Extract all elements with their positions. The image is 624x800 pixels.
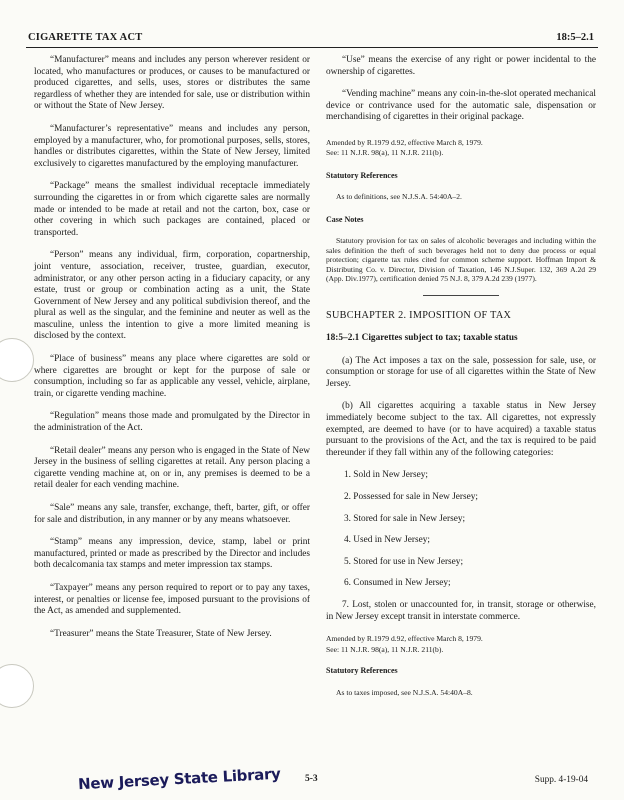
library-stamp: New Jersey State Library: [77, 764, 281, 794]
amendment-note: Amended by R.1979 d.92, effective March 8, 1979.: [326, 137, 483, 147]
amendment-note: Amended by R.1979 d.92, effective March 8, 1979.: [326, 634, 483, 644]
statutory-reference: As to taxes imposed, see N.J.S.A. 54:40A–8.: [336, 687, 473, 697]
see-note: See: 11 N.J.R. 98(a), 11 N.J.R. 211(b).: [326, 148, 444, 158]
definition-manufacturers-representative: “Manufacturer’s representative” means and includes any person, employed by a manufacturer, who, for promotional purposes, sells, stores, handles or distributes cigarettes, within the State of New Jersey, limited exclusively to cigarettes manufactured by the employing manufacturer.: [34, 123, 310, 169]
case-notes-heading: Case Notes: [326, 214, 364, 224]
binder-hole: [0, 338, 34, 382]
definition-taxpayer: “Taxpayer” means any person required to report or to pay any taxes, interest, or penalties or license fee, imposed pursuant to the provisions of the Act, as amended and supplemented.: [34, 582, 310, 617]
category-item: 4. Used in New Jersey;: [344, 535, 430, 546]
definition-treasurer: “Treasurer” means the State Treasurer, State of New Jersey.: [50, 628, 272, 639]
right-column: [326, 55, 596, 708]
definition-manufacturer: “Manufacturer” means and includes any person wherever resident or located, who manufactures or produces, or causes to be manufactured or produced cigarettes, and sells, uses, stores or distributes the same regardless of whether they are intended for sale, use or distribution within or without the State of New Jersey.: [34, 55, 310, 112]
definition-use: “Use” means the exercise of any right or power incidental to the ownership of cigarettes.: [326, 55, 596, 77]
definition-retail-dealer: “Retail dealer” means any person who is engaged in the State of New Jersey in the business of selling cigarettes at retail. Any person placing a cigarette vending machine at, on or in, any premises is deemed to be a retail dealer for each vending machine.: [34, 445, 310, 491]
definition-place-of-business: “Place of business” means any place where cigarettes are sold or where cigarettes are brought or kept for the purpose of sale or consumption, including so far as applicable any vessel, vehicle, airplane, train, or cigarette vending machine.: [34, 354, 310, 399]
paragraph-a: (a) The Act imposes a tax on the sale, possession for sale, use, or consumption or storage for use of all cigarettes within the State of New Jersey.: [326, 355, 596, 389]
binder-hole: [0, 664, 34, 708]
see-note: See: 11 N.J.R. 98(a), 11 N.J.R. 211(b).: [326, 644, 444, 654]
category-item: 7. Lost, stolen or unaccounted for, in transit, storage or otherwise, in New Jersey except transit in interstate commerce.: [326, 599, 596, 622]
paragraph-b: (b) All cigarettes acquiring a taxable status in New Jersey immediately become subject to the tax. All cigarettes, not expressly exempted, are deemed to have (or to have acquired) a taxable status pursuant to the provisions of the Act, and the tax is required to be paid thereunder if they fall within any of the following categories:: [326, 401, 596, 458]
definition-vending-machine: “Vending machine” means any coin-in-the-slot operated mechanical device or contrivance used for the automatic sale, dispensation or merchandising of cigarettes in their original package.: [326, 89, 596, 123]
statutory-reference: As to definitions, see N.J.S.A. 54:40A–2.: [336, 192, 462, 202]
category-item: 3. Stored for sale in New Jersey;: [344, 513, 466, 524]
section-heading: 18:5–2.1 Cigarettes subject to tax; taxable status: [326, 333, 518, 343]
header-rule: [26, 47, 598, 48]
subchapter-heading: SUBCHAPTER 2. IMPOSITION OF TAX: [326, 310, 512, 322]
category-item: 2. Possessed for sale in New Jersey;: [344, 491, 479, 502]
category-item: 5. Stored for use in New Jersey;: [344, 556, 464, 567]
supplement-date: Supp. 4-19-04: [534, 775, 588, 785]
category-item: 1. Sold in New Jersey;: [344, 470, 428, 481]
definition-package: “Package” means the smallest individual receptacle immediately surrounding the cigarettes in or from which cigarette sales are normally made or intended to be made at retail and not the carton, box, case or other covering in which such packages are contained, placed or transported.: [34, 181, 310, 238]
page-number: 5-3: [305, 774, 318, 784]
definition-regulation: “Regulation” means those made and promulgated by the Director in the administration of the Act.: [34, 411, 310, 434]
definition-stamp: “Stamp” means any impression, device, stamp, label or print manufactured, printed or made as prescribed by the Director and includes both decalcomania tax stamps and meter impression tax stamps.: [34, 537, 310, 571]
category-item: 6. Consumed in New Jersey;: [344, 578, 451, 589]
definition-person: “Person” means any individual, firm, corporation, copartnership, joint venture, association, receiver, trustee, guardian, executor, administrator, or any other person acting in a fiduciary capacity, or any estate, trust or group or combination acting as a unit, the State Government of New Jersey and any political subdivision thereof, and the plural as well as the singular, and the feminine and neuter as well as the masculine, unless the intention to give a more limited meaning is disclosed by the context.: [34, 250, 310, 342]
statutory-references-heading: Statutory References: [326, 665, 398, 675]
section-divider: [423, 295, 499, 296]
definition-sale: “Sale” means any sale, transfer, exchange, theft, barter, gift, or offer for sale and distribution, in any manner or by any means whatsoever.: [34, 503, 310, 525]
statutory-references-heading: Statutory References: [326, 170, 398, 180]
case-notes-text: Statutory provision for tax on sales of alcoholic beverages and including within the sales definition the theft of such beverages held not to deny due process or equal protection; cigarette tax rules cited for common scheme support. Hoffman Import & Distributing Co. v. Director, Division of Taxation, 146 N.J.Super. 132, 369 A.2d 29 (App. Div.1977), certification denied 75 N.J. 8, 379 A.2d 239 (1977).: [326, 236, 596, 283]
running-header-title: CIGARETTE TAX ACT: [28, 32, 143, 43]
running-header-section: 18:5–2.1: [556, 32, 594, 43]
left-column: [34, 55, 310, 651]
